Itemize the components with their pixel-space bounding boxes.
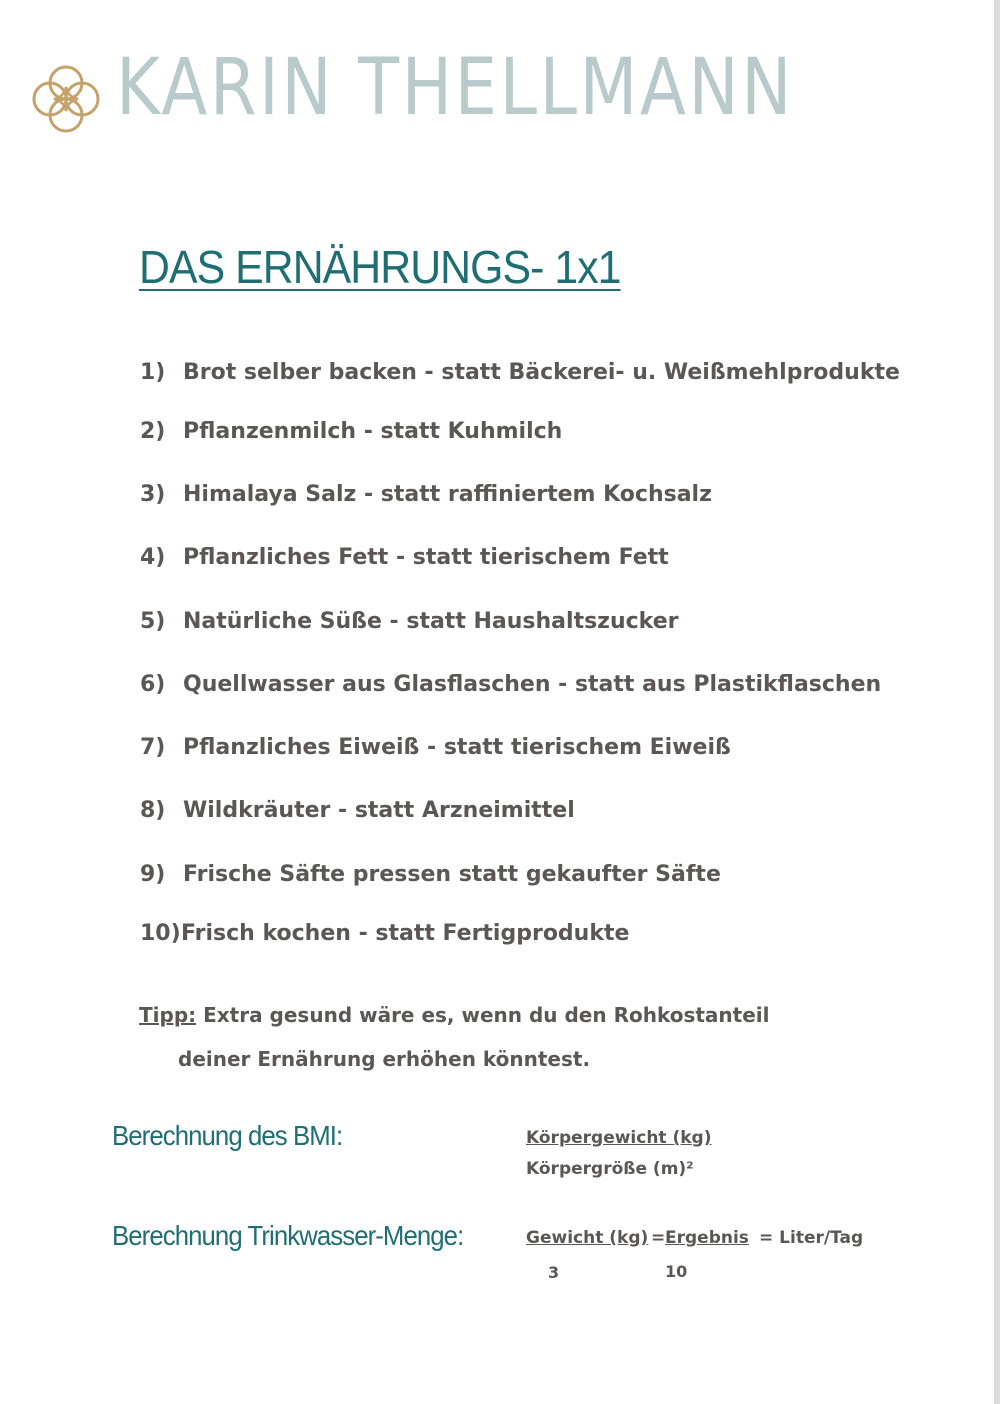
tip-text-1: Extra gesund wäre es, wenn du den Rohkostanteil [203, 1003, 770, 1027]
water-equals-1: = [651, 1228, 666, 1248]
list-item [140, 545, 669, 570]
tip-label: Tipp: [139, 1003, 197, 1027]
water-denominator-10: 10 [665, 1262, 688, 1281]
list-item-text: Quellwasser aus Glasflaschen - statt aus Plastikflaschen [183, 672, 882, 697]
list-item-text: Brot selber backen - statt Bäckerei- u. Weißmehlprodukte [183, 360, 900, 385]
list-item [140, 482, 712, 507]
header [30, 43, 970, 140]
list-item-number: 4) [140, 545, 166, 570]
list-item [140, 672, 881, 697]
tip-line-1 [139, 993, 770, 1037]
list-item-number: 9) [140, 862, 166, 887]
water-equals-2: = Liter/Tag [759, 1228, 864, 1248]
list-item [140, 862, 721, 887]
water-denominator-3: 3 [548, 1263, 560, 1282]
list-item-text: Frisch kochen - statt Fertigprodukte [181, 921, 630, 946]
list-item [140, 798, 575, 823]
list-item-number: 2) [140, 419, 166, 444]
tip-text-2: deiner Ernährung erhöhen könntest. [178, 1047, 591, 1071]
tip-block [139, 993, 770, 1081]
brand-name: KARIN THELLMANN [116, 43, 794, 133]
list-item-number: 5) [140, 609, 166, 634]
list-item [140, 419, 562, 444]
bmi-numerator: Körpergewicht (kg) [526, 1128, 712, 1148]
water-label: Berechnung Trinkwasser-Menge: [112, 1220, 464, 1251]
list-item-text: Frische Säfte pressen statt gekaufter Säfte [183, 862, 721, 887]
page-edge [994, 0, 1000, 1404]
bmi-label: Berechnung des BMI: [112, 1120, 343, 1151]
list-item-number: 7) [140, 735, 166, 760]
bmi-denominator: Körpergröße (m)² [526, 1159, 694, 1179]
list-item [140, 609, 679, 634]
list-item-number: 8) [140, 798, 166, 823]
list-item-number: 1) [140, 360, 166, 385]
list-item-text: Himalaya Salz - statt raffiniertem Kochsalz [183, 482, 712, 507]
list-item-text: Natürliche Süße - statt Haushaltszucker [183, 609, 679, 634]
water-numerator-result: Ergebnis [665, 1228, 749, 1248]
list-item-text: Pflanzliches Eiweiß - statt tierischem Eiweiß [183, 735, 731, 760]
water-numerator-weight: Gewicht (kg) [526, 1228, 649, 1248]
list-item-number: 10) [140, 921, 181, 946]
list-item-text: Wildkräuter - statt Arzneimittel [183, 798, 575, 823]
list-item [140, 360, 900, 385]
page-title: DAS ERNÄHRUNGS- 1x1 [139, 241, 621, 293]
list-item [140, 921, 629, 946]
list-item-text: Pflanzenmilch - statt Kuhmilch [183, 419, 563, 444]
list-item-number: 3) [140, 482, 166, 507]
list-item [140, 735, 731, 760]
ornamental-circles-logo-icon [30, 63, 102, 135]
list-item-text: Pflanzliches Fett - statt tierischem Fett [183, 545, 669, 570]
list-item-number: 6) [140, 672, 166, 697]
